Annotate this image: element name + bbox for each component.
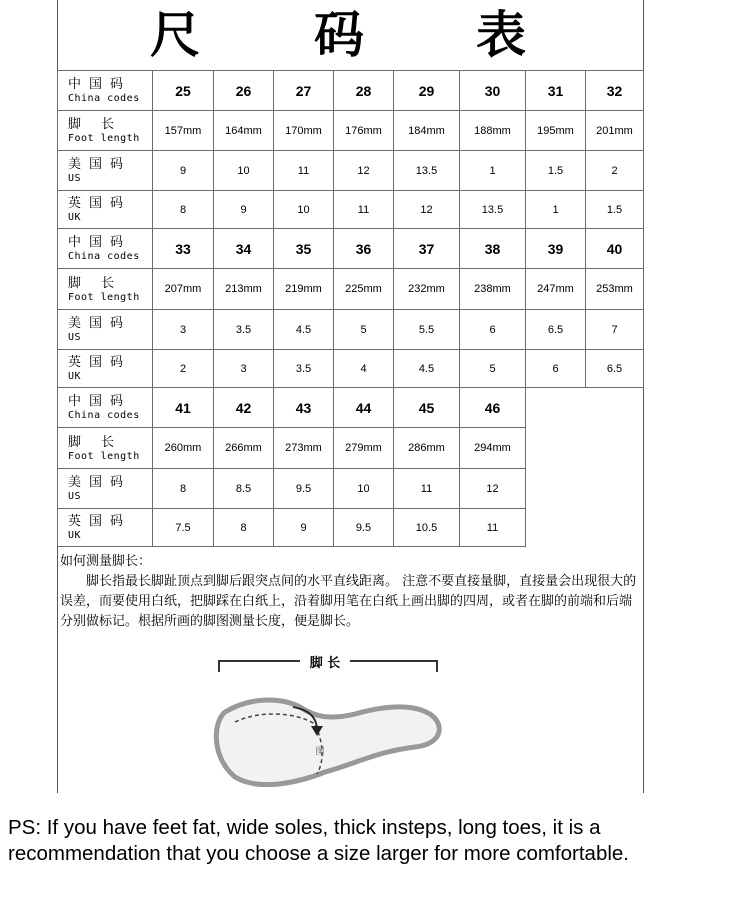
uk-size-cell: 6 [526, 350, 586, 388]
empty-cell [526, 428, 586, 469]
us-size-cell: 6.5 [526, 310, 586, 350]
us-size-label-cn: 美国码 [68, 475, 132, 490]
uk-size-cell: 12 [394, 191, 460, 229]
foot-length-row [58, 428, 644, 469]
foot-length-label-en: Foot length [68, 291, 140, 303]
figure-side-label: 图 [315, 747, 325, 757]
us-size-row [58, 151, 644, 191]
uk-size-label-cn: 英国码 [68, 514, 132, 529]
foot-length-cell: 273mm [274, 428, 334, 469]
us-size-cell: 9 [153, 151, 214, 191]
china-code-cell: 33 [153, 229, 214, 269]
size-chart-table [57, 70, 644, 547]
uk-size-row [58, 509, 644, 547]
us-size-cell: 6 [460, 310, 526, 350]
foot-length-cell: 232mm [394, 269, 460, 310]
us-size-cell: 7 [586, 310, 644, 350]
foot-outline [216, 700, 439, 785]
foot-length-cell: 195mm [526, 111, 586, 151]
china-code-cell: 45 [394, 388, 460, 428]
empty-cell [526, 509, 586, 547]
us-size-cell: 5.5 [394, 310, 460, 350]
foot-measurement-diagram [205, 652, 450, 787]
empty-cell [586, 388, 644, 428]
china-code-cell: 28 [334, 71, 394, 111]
us-size-cell: 11 [394, 469, 460, 509]
foot-length-row [58, 111, 644, 151]
ps-line-2: recommendation that you choose a size larger for more comfortable. [8, 842, 629, 865]
china-code-label-en: China codes [68, 410, 140, 421]
china-code-cell: 26 [214, 71, 274, 111]
us-size-cell: 1.5 [526, 151, 586, 191]
us-size-cell: 5 [334, 310, 394, 350]
us-size-row [58, 310, 644, 350]
us-size-cell: 8 [153, 469, 214, 509]
uk-size-cell: 9 [274, 509, 334, 547]
uk-size-cell: 9.5 [334, 509, 394, 547]
uk-size-cell: 1 [526, 191, 586, 229]
china-code-cell: 32 [586, 71, 644, 111]
china-code-cell: 34 [214, 229, 274, 269]
ps-note [8, 815, 752, 867]
foot-length-cell: 294mm [460, 428, 526, 469]
uk-size-label [58, 191, 153, 229]
us-size-label-en: US [68, 491, 82, 502]
china-code-row [58, 71, 644, 111]
us-size-cell: 2 [586, 151, 644, 191]
uk-size-cell: 6.5 [586, 350, 644, 388]
china-code-cell: 39 [526, 229, 586, 269]
foot-length-cell: 157mm [153, 111, 214, 151]
us-size-cell: 10 [214, 151, 274, 191]
china-code-row [58, 229, 644, 269]
uk-size-label-en: UK [68, 371, 82, 382]
china-code-cell: 40 [586, 229, 644, 269]
china-code-cell: 41 [153, 388, 214, 428]
foot-length-cell: 188mm [460, 111, 526, 151]
china-code-row [58, 388, 644, 428]
us-size-label-cn: 美国码 [68, 157, 132, 172]
foot-length-label: 脚 长 [309, 656, 341, 671]
us-size-cell: 12 [460, 469, 526, 509]
uk-size-cell: 3.5 [274, 350, 334, 388]
foot-length-cell: 164mm [214, 111, 274, 151]
foot-length-cell: 247mm [526, 269, 586, 310]
foot-length-cell: 225mm [334, 269, 394, 310]
uk-size-cell: 8 [153, 191, 214, 229]
us-size-cell: 10 [334, 469, 394, 509]
foot-length-cell: 260mm [153, 428, 214, 469]
us-size-cell: 3.5 [214, 310, 274, 350]
china-code-label-en: China codes [68, 93, 140, 104]
instructions-title: 如何测量脚长： [60, 554, 152, 569]
china-code-label [58, 388, 153, 428]
us-size-label [58, 310, 153, 350]
title-char: 尺 [150, 5, 200, 64]
uk-size-cell: 10.5 [394, 509, 460, 547]
uk-size-cell: 4.5 [394, 350, 460, 388]
china-code-cell: 42 [214, 388, 274, 428]
uk-size-row [58, 191, 644, 229]
china-code-label-cn: 中国码 [68, 394, 132, 409]
china-code-cell: 27 [274, 71, 334, 111]
foot-length-label [58, 269, 153, 310]
foot-length-cell: 170mm [274, 111, 334, 151]
foot-length-cell: 201mm [586, 111, 644, 151]
uk-size-cell: 7.5 [153, 509, 214, 547]
uk-size-cell: 2 [153, 350, 214, 388]
foot-length-label-cn: 脚 长 [68, 275, 123, 291]
us-size-cell: 9.5 [274, 469, 334, 509]
foot-length-label-cn: 脚 长 [68, 117, 123, 132]
foot-length-label-en: Foot length [68, 133, 140, 144]
china-code-label [58, 71, 153, 111]
foot-length-cell: 176mm [334, 111, 394, 151]
us-size-label-cn: 美国码 [68, 316, 132, 331]
uk-size-label-cn: 英国码 [68, 196, 132, 211]
ps-line-1: PS: If you have feet fat, wide soles, thick insteps, long toes, it is a [8, 816, 601, 839]
uk-size-label [58, 350, 153, 388]
china-code-cell: 35 [274, 229, 334, 269]
china-code-label-cn: 中国码 [68, 235, 132, 250]
china-code-cell: 43 [274, 388, 334, 428]
foot-length-cell: 286mm [394, 428, 460, 469]
page-title [57, 0, 644, 70]
empty-cell [586, 428, 644, 469]
uk-size-cell: 9 [214, 191, 274, 229]
empty-cell [586, 469, 644, 509]
foot-length-cell: 253mm [586, 269, 644, 310]
measurement-instructions [60, 552, 642, 632]
us-size-cell: 3 [153, 310, 214, 350]
foot-length-label-cn: 脚 长 [68, 434, 123, 450]
uk-size-label-en: UK [68, 212, 82, 223]
foot-length-label-en: Foot length [68, 450, 140, 462]
us-size-cell: 12 [334, 151, 394, 191]
uk-size-cell: 10 [274, 191, 334, 229]
us-size-label [58, 151, 153, 191]
uk-size-cell: 13.5 [460, 191, 526, 229]
empty-cell [586, 509, 644, 547]
china-code-cell: 44 [334, 388, 394, 428]
us-size-label [58, 469, 153, 509]
title-char: 码 [314, 5, 364, 64]
china-code-cell: 37 [394, 229, 460, 269]
us-size-cell: 13.5 [394, 151, 460, 191]
foot-length-cell: 213mm [214, 269, 274, 310]
us-size-cell: 1 [460, 151, 526, 191]
china-code-cell: 38 [460, 229, 526, 269]
foot-length-label [58, 428, 153, 469]
us-size-row [58, 469, 644, 509]
uk-size-cell: 1.5 [586, 191, 644, 229]
china-code-cell: 29 [394, 71, 460, 111]
empty-cell [526, 388, 586, 428]
uk-size-cell: 11 [334, 191, 394, 229]
empty-cell [526, 469, 586, 509]
foot-length-label [58, 111, 153, 151]
china-code-cell: 25 [153, 71, 214, 111]
foot-length-cell: 184mm [394, 111, 460, 151]
foot-length-cell: 266mm [214, 428, 274, 469]
china-code-label [58, 229, 153, 269]
china-code-label-cn: 中国码 [68, 77, 132, 92]
us-size-label-en: US [68, 332, 82, 343]
uk-size-row [58, 350, 644, 388]
foot-length-cell: 238mm [460, 269, 526, 310]
uk-size-cell: 8 [214, 509, 274, 547]
uk-size-cell: 5 [460, 350, 526, 388]
uk-size-label-en: UK [68, 530, 82, 541]
foot-length-cell: 207mm [153, 269, 214, 310]
uk-size-cell: 11 [460, 509, 526, 547]
us-size-cell: 11 [274, 151, 334, 191]
china-code-label-en: China codes [68, 251, 140, 262]
uk-size-label [58, 509, 153, 547]
us-size-label-en: US [68, 173, 82, 184]
foot-length-cell: 279mm [334, 428, 394, 469]
title-char: 表 [476, 5, 526, 64]
china-code-cell: 36 [334, 229, 394, 269]
uk-size-cell: 3 [214, 350, 274, 388]
china-code-cell: 46 [460, 388, 526, 428]
foot-length-row [58, 269, 644, 310]
us-size-cell: 4.5 [274, 310, 334, 350]
uk-size-cell: 4 [334, 350, 394, 388]
us-size-cell: 8.5 [214, 469, 274, 509]
uk-size-label-cn: 英国码 [68, 355, 132, 370]
china-code-cell: 30 [460, 71, 526, 111]
foot-length-cell: 219mm [274, 269, 334, 310]
instructions-body: 脚长指最长脚趾顶点到脚后跟突点间的水平直线距离。 注意不要直接量脚，直接量会出现很大的误差，而要使用白纸，把脚踩在白纸上，沿着脚用笔在白纸上画出脚的四周，或者在脚的前端和后端分别做标记。根据所画的脚图测量长度，便是脚长。 [60, 574, 637, 629]
china-code-cell: 31 [526, 71, 586, 111]
